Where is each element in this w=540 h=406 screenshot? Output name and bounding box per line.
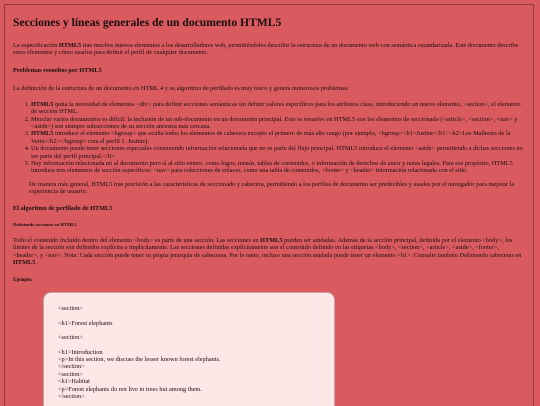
content-paragraph: Todo el contenido incluido dentro del elemento <body> es parte de una sección. Las secciones en HTML5 pueden ser anidadas. Además de la sección principal, definida por el elemento <body>, los límites de la sección son definidos explícita o implícitamente. Las secciones definidas explícitamente son el contenido definido en las etiquetas <body>, <section>, <article>, <aside>, <footer>, <header>, y <nav>. Nota: Cada sección puede tener su propia jerarquía de cabeceras. Por lo tanto, incluso una sección anidada puede tener un elemento <h1>. Consulte también Definiendo cabeceras en HTML5 . <box>13 236 522 266</box>
section-heading-algorithm: El algoritmo de perfilado de HTML5 <box>13 204 113 212</box>
list-item: 1. HTML5 quita la necesidad de elementos <div> para definir secciones semánticas sin definir valores específicos para los atributos class, introduciendo un nuevo elemento, <section>, el elemento de sección HTML. <box>31 101 525 116</box>
code-blank-line <box>58 313 334 320</box>
code-line: </section> <box>58 363 85 371</box>
code-line: <p>Forest elephants do not live in trees but among them. <box>58 385 202 393</box>
code-line: <p>In this section, we discuss the lesser known forest elephants. <box>58 355 221 363</box>
code-line: <h1>Forest elephants <box>58 319 113 327</box>
code-line: <section> <box>58 370 83 378</box>
code-blank-line <box>58 342 334 349</box>
code-line: <h1>Habitat <box>58 378 90 386</box>
definition-paragraph: La definición de la estructura de un documento en HTML 4 y su algoritmo de perfilado es muy tosco y genera numerosos problemas: <box>13 85 349 93</box>
list-item: 2. Mezclar varios documentos es difícil: la inclusión de un sub-documento en un documento principal. Esto se resuelve en HTML5 con los elementos de seccionado (<article>, <section>, <nav> y <aside>) son siempre subsecciones de su sección ancestra más cercana. <box>31 116 525 131</box>
code-line: <section> <box>58 334 83 342</box>
code-line: <section> <box>58 305 83 313</box>
document-page <box>4 4 534 406</box>
code-example-box <box>43 292 335 406</box>
intro-paragraph: La especificación HTML5 trae muchos nuevos elementos a los desarrolladores web, permitiéndoles describir la estructura de un documento web con semántica estandarizada. Este documento describe estos elementos y cómo usarlos para definir el perfil de cualquier documento. <box>13 41 519 56</box>
list-item: 3. HTML5 introduce el elemento <hgroup> que oculta todos los elementos de cabecera excepto el primero de más alto rango (por ejemplo, <hgroup><h1>Justine</h1><h2>Les Malheurs de la Vertu</h2></hgroup> crea el perfil 1. Justine). <box>31 130 525 145</box>
code-blank-line <box>58 327 334 334</box>
note-paragraph: De manera más general, HTML5 trae precisión a las características de seccionado y cabecera, permitiendo a los perfiles de documento ser predecibles y usados por el navegador para mejorar la experiencia de usuario. <box>29 180 515 196</box>
subsection-heading: Definiendo secciones en HTML5 <box>13 221 77 227</box>
code-line: </section> <box>58 392 85 400</box>
example-label: Ejemplo: <box>13 278 33 284</box>
section-heading-problems: Problemas resueltos por HTML5 <box>13 67 102 75</box>
list-item: 4. Un documento puede tener secciones especiales conteniendo información relacionada que no es parte del flujo principal. HTML5 introduce el elemento <aside> permitiendo a dichas secciones no ser parte del perfil principal.</li> <box>31 145 525 160</box>
code-line: <h1>Introduction <box>58 348 103 356</box>
page-title: Secciones y líneas generales de un documento HTML5 <box>13 16 282 29</box>
problems-list <box>13 101 525 175</box>
list-item: 5. Hay información relacionada no al documento pero sí al sitio entero, como logos, menús, tablas de contenidos, o información de derechos de autor y notas legales. Para ese propósito, HTML5 introduce tres elementos de sección específicos: <nav> para colecciones de enlaces, como una tabla de contenidos, <footer> y <header> información relacionada con el sitio. <box>31 160 525 175</box>
